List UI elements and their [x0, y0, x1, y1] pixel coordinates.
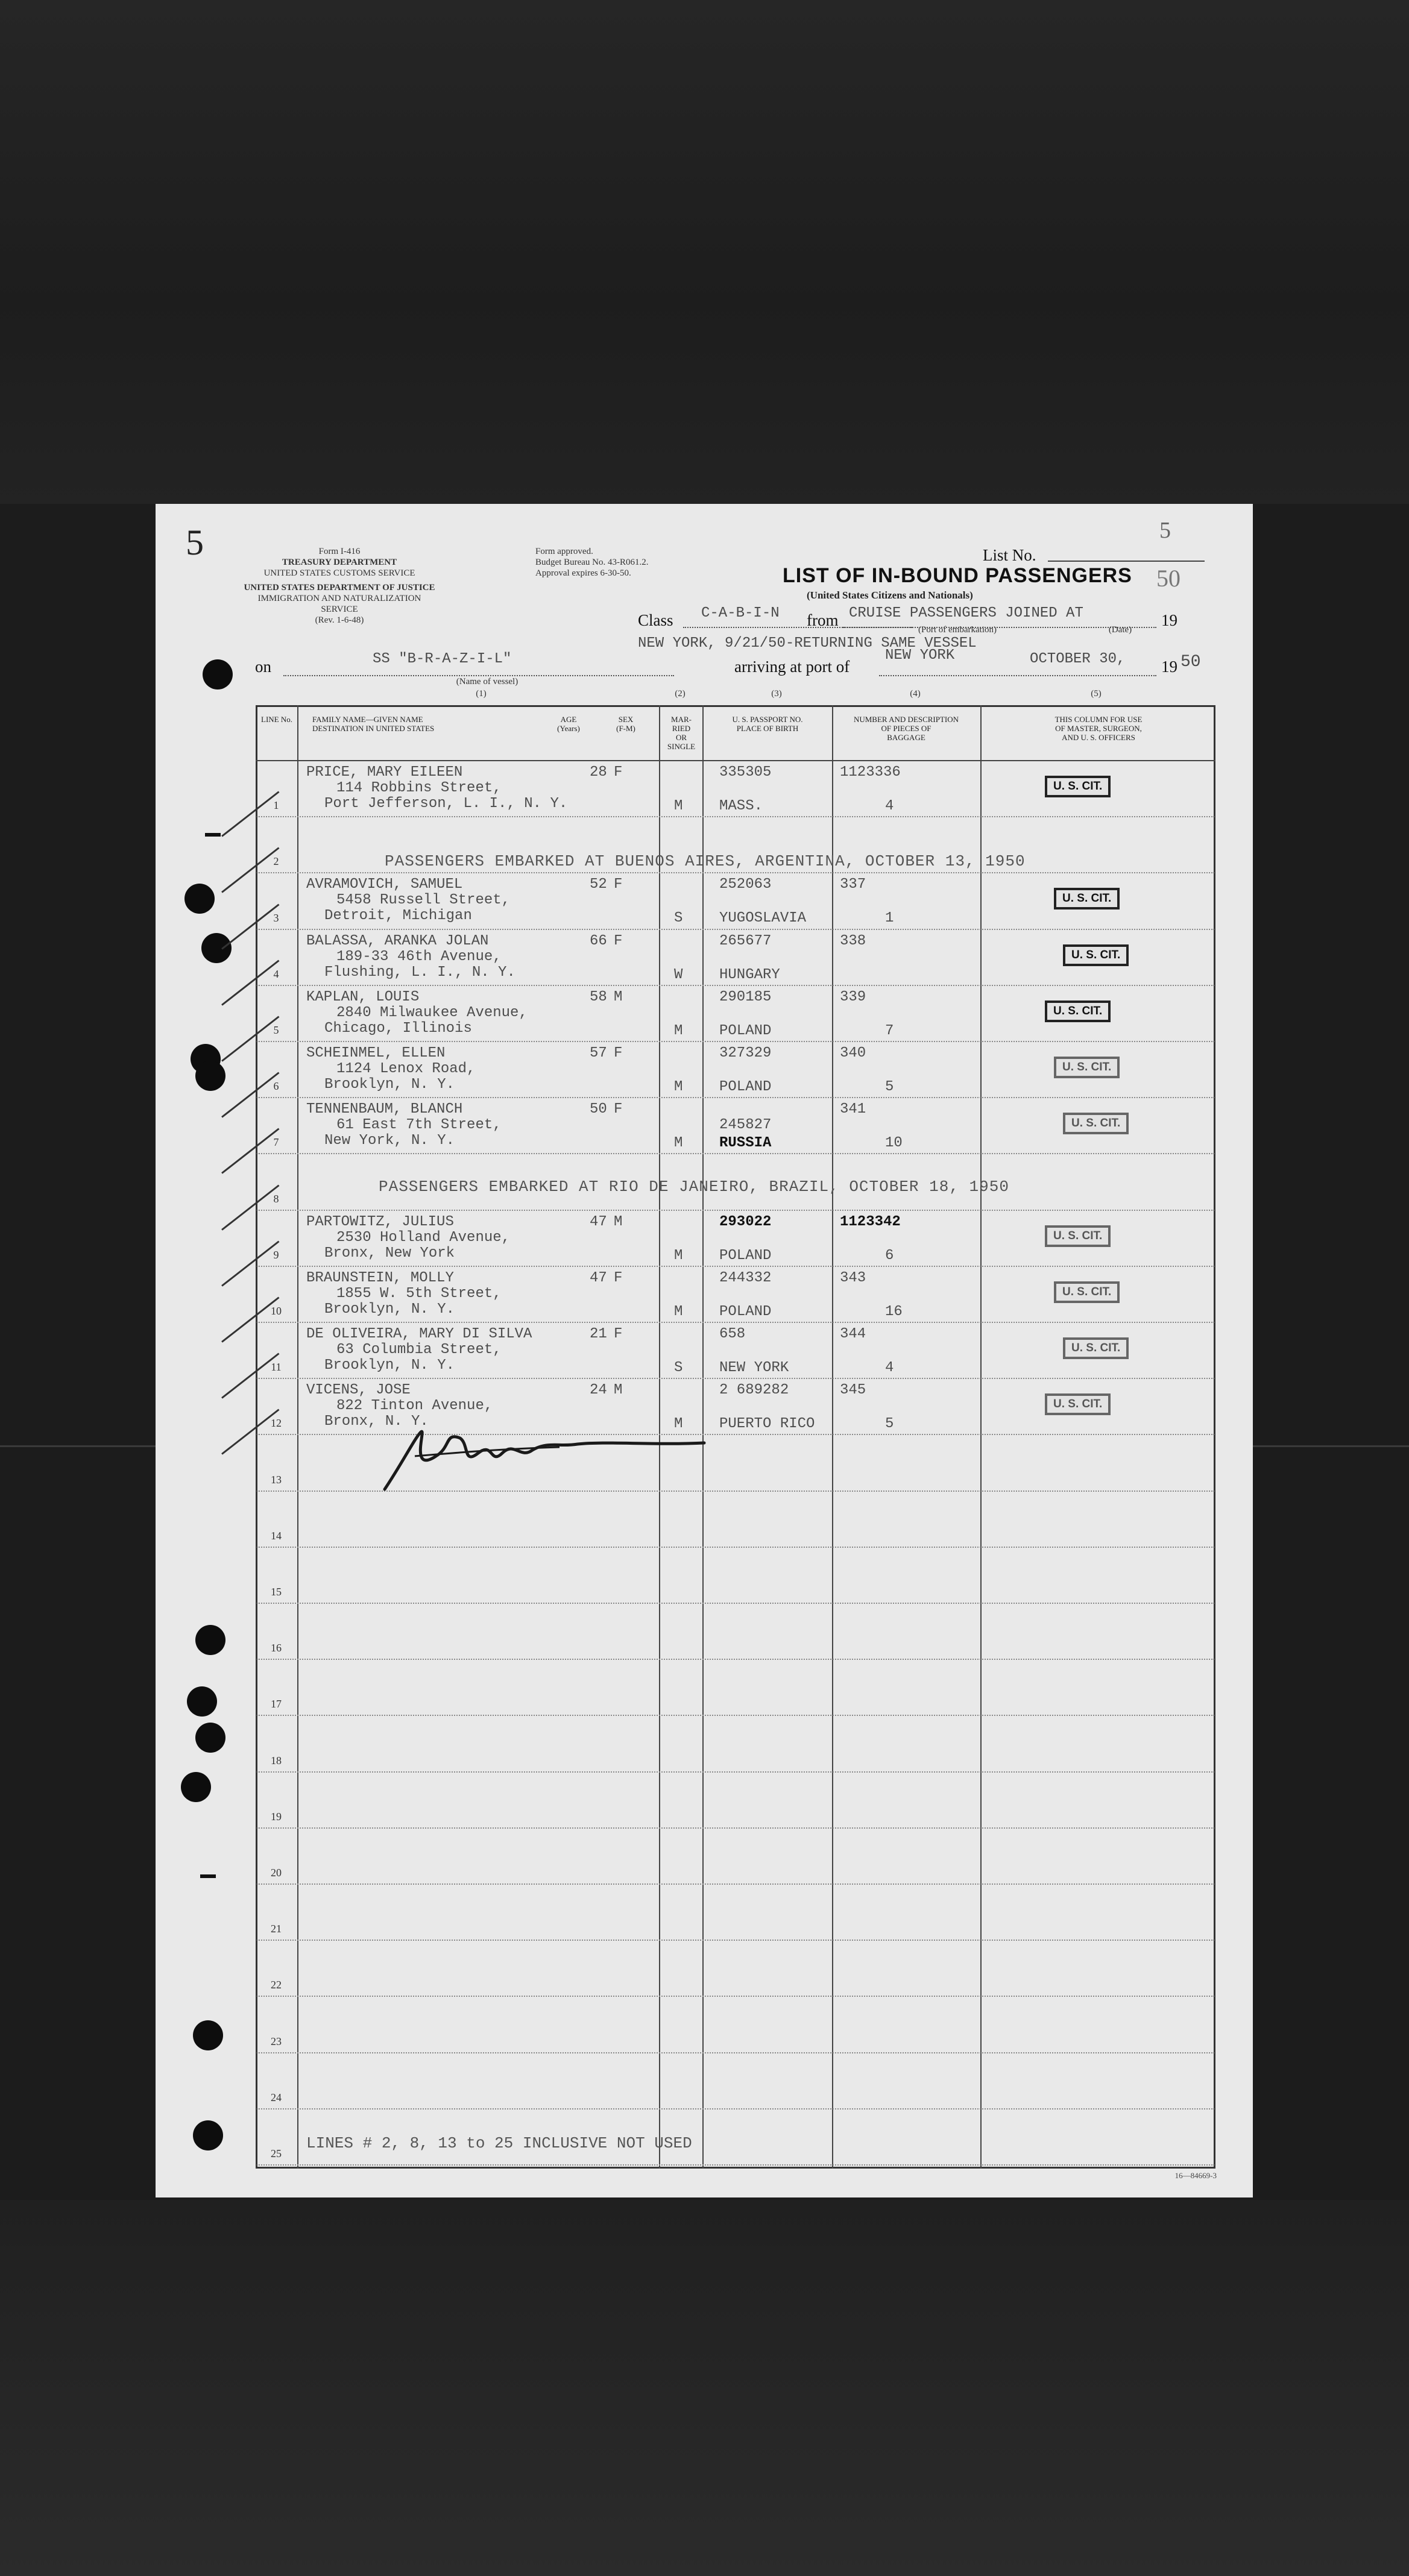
line-number: 6: [273, 1080, 279, 1093]
passenger-name: AVRAMOVICH, SAMUEL: [306, 876, 463, 893]
baggage-number: 340: [840, 1045, 866, 1061]
arrival-year-prefix: 19: [1161, 658, 1177, 676]
handwritten-sheet-number: 5: [186, 523, 204, 562]
line-number: 15: [271, 1586, 282, 1598]
list-no-value: 50: [1156, 565, 1180, 592]
place-of-birth: HUNGARY: [719, 966, 780, 983]
address-line-2: New York, N. Y.: [324, 1132, 455, 1149]
from-value-continued: NEW YORK, 9/21/50-RETURNING SAME VESSEL: [638, 635, 977, 652]
unused-lines-note: LINES # 2, 8, 13 to 25 INCLUSIVE NOT USED: [306, 2134, 692, 2152]
binder-hole: [184, 884, 215, 914]
passenger-name: DE OLIVEIRA, MARY DI SILVA: [306, 1326, 532, 1342]
passenger-name: SCHEINMEL, ELLEN: [306, 1045, 446, 1061]
baggage-number: 337: [840, 876, 866, 893]
line-number: 22: [271, 1979, 282, 1991]
baggage-number: 338: [840, 932, 866, 949]
passenger-name: BRAUNSTEIN, MOLLY: [306, 1269, 454, 1286]
passport-number: 293022: [719, 1213, 772, 1230]
col-header-sex: SEX (F-M): [616, 715, 635, 733]
baggage-pieces: 1: [885, 910, 894, 927]
address-line-1: 822 Tinton Avenue,: [336, 1398, 493, 1415]
passenger-name: VICENS, JOSE: [306, 1382, 411, 1399]
age: 47: [590, 1269, 607, 1286]
line-number: 3: [273, 911, 279, 924]
approval-expiry: Approval expires 6-30-50.: [535, 568, 631, 578]
address-line-2: Bronx, N. Y.: [324, 1413, 429, 1430]
passport-number: 2 689282: [719, 1382, 789, 1399]
row-rule: [257, 1210, 1214, 1211]
us-citizen-stamp: U. S. CIT.: [1063, 944, 1129, 966]
vessel-caption: (Name of vessel): [456, 677, 519, 686]
customs-service: UNITED STATES CUSTOMS SERVICE: [263, 568, 415, 578]
signature: [379, 1420, 752, 1498]
port-embark-caption: (Port of embarkation): [918, 625, 997, 635]
baggage-number: 343: [840, 1269, 866, 1286]
row-rule: [257, 1715, 1214, 1716]
address-line-2: Port Jefferson, L. I., N. Y.: [324, 796, 568, 812]
arrival-year: 50: [1180, 653, 1201, 671]
treasury-department: TREASURY DEPARTMENT: [282, 558, 397, 567]
arrival-date: OCTOBER 30,: [1030, 651, 1126, 667]
address-line-1: 61 East 7th Street,: [336, 1117, 502, 1134]
address-line-1: 2840 Milwaukee Avenue,: [336, 1004, 528, 1021]
baggage-pieces: 6: [885, 1247, 894, 1264]
row-rule: [257, 2108, 1214, 2109]
binder-hole: [193, 2120, 223, 2150]
place-of-birth: POLAND: [719, 1247, 772, 1264]
sex: F: [614, 932, 623, 949]
marital-status: W: [674, 966, 683, 983]
on-label: on: [255, 658, 271, 676]
header-rule: [256, 760, 1215, 761]
line-number: 8: [273, 1192, 279, 1205]
baggage-pieces: 5: [885, 1416, 894, 1433]
row-rule: [257, 872, 1214, 873]
row-rule: [257, 985, 1214, 986]
budget-approval-block: [535, 546, 716, 579]
port-underline: [879, 675, 1156, 676]
line-number: 21: [271, 1923, 282, 1935]
baggage-number: 345: [840, 1382, 866, 1399]
passport-number: 327329: [719, 1045, 772, 1061]
row-rule: [257, 1996, 1214, 1997]
line-number: 24: [271, 2091, 282, 2103]
row-rule: [257, 1153, 1214, 1154]
year-prefix: 19: [1161, 611, 1177, 629]
place-of-birth: YUGOSLAVIA: [719, 910, 807, 927]
marital-status: M: [674, 1022, 683, 1039]
col-header-baggage: NUMBER AND DESCRIPTION OF PIECES OF BAGGAGE: [853, 715, 959, 742]
sex: F: [614, 1045, 623, 1061]
sex: M: [614, 988, 623, 1005]
col-header-line-no: LINE No.: [261, 715, 292, 724]
line-number: 17: [271, 1698, 282, 1711]
address-line-1: 189-33 46th Avenue,: [336, 948, 502, 965]
address-line-2: Bronx, New York: [324, 1245, 455, 1261]
line-number: 11: [271, 1361, 282, 1374]
us-citizen-stamp: U. S. CIT.: [1045, 1225, 1111, 1247]
passenger-name: PRICE, MARY EILEEN: [306, 764, 463, 781]
col-num-3: (3): [771, 689, 782, 699]
baggage-pieces: 4: [885, 798, 894, 814]
col-header-age: AGE (Years): [557, 715, 580, 733]
address-line-1: 114 Robbins Street,: [336, 780, 502, 796]
address-line-1: 1855 W. 5th Street,: [336, 1285, 502, 1302]
us-citizen-stamp: U. S. CIT.: [1054, 888, 1120, 909]
age: 21: [590, 1326, 607, 1342]
us-citizen-stamp: U. S. CIT.: [1045, 1393, 1111, 1415]
from-label: from: [807, 611, 839, 629]
line-number: 1: [273, 799, 279, 812]
date-caption: (Date): [1108, 625, 1132, 635]
marital-status: M: [674, 1079, 683, 1095]
address-line-1: 63 Columbia Street,: [336, 1342, 502, 1358]
line-number: 16: [271, 1642, 282, 1654]
us-citizen-stamp: U. S. CIT.: [1045, 1001, 1111, 1022]
list-no-label: List No.: [983, 546, 1036, 564]
class-value: C-A-B-I-N: [701, 605, 780, 621]
col-num-1: (1): [476, 689, 487, 699]
row-rule: [257, 1659, 1214, 1660]
line-number: 14: [271, 1529, 282, 1542]
col-header-officer-use: THIS COLUMN FOR USE OF MASTER, SURGEON, AND U. S. OFFICERS: [1054, 715, 1143, 742]
place-of-birth: RUSSIA: [719, 1135, 772, 1152]
line-number: 10: [271, 1305, 282, 1317]
form-number: Form I-416: [318, 547, 361, 556]
passport-number: 658: [719, 1326, 746, 1342]
line-number: 13: [271, 1473, 282, 1486]
passport-number: 335305: [719, 764, 772, 781]
corner-page-number: 5: [1159, 518, 1171, 543]
passport-number: 244332: [719, 1269, 772, 1286]
us-citizen-stamp: U. S. CIT.: [1063, 1113, 1129, 1134]
print-code: 16—84669-3: [1174, 2171, 1217, 2180]
us-citizen-stamp: U. S. CIT.: [1054, 1057, 1120, 1078]
col-header-married: MAR- RIED OR SINGLE: [667, 715, 696, 751]
age: 24: [590, 1382, 607, 1399]
us-citizen-stamp: U. S. CIT.: [1045, 776, 1111, 797]
baggage-pieces: 16: [885, 1303, 903, 1320]
baggage-pieces: 4: [885, 1360, 894, 1376]
binder-hole: [201, 933, 232, 963]
line-number: 25: [271, 2147, 282, 2160]
marital-status: S: [674, 1360, 683, 1376]
col-header-name: FAMILY NAME—GIVEN NAME DESTINATION IN UNITED STATES: [312, 715, 435, 733]
section-heading-buenos-aires: PASSENGERS EMBARKED AT BUENOS AIRES, ARGENTINA, OCTOBER 13, 1950: [385, 852, 1026, 870]
form-agency-block: [240, 546, 439, 626]
binder-hole: [195, 1625, 225, 1655]
passenger-name: KAPLAN, LOUIS: [306, 988, 420, 1005]
line-number: 2: [273, 855, 279, 868]
from-value: CRUISE PASSENGERS JOINED AT: [849, 605, 1083, 621]
baggage-pieces: 10: [885, 1135, 903, 1152]
arriving-label: arriving at port of: [734, 658, 850, 676]
address-line-2: Brooklyn, N. Y.: [324, 1076, 455, 1093]
marital-status: M: [674, 1135, 683, 1152]
address-line-2: Brooklyn, N. Y.: [324, 1357, 455, 1374]
baggage-number: 1123336: [840, 764, 901, 781]
passenger-name: PARTOWITZ, JULIUS: [306, 1213, 454, 1230]
row-rule: [257, 1771, 1214, 1773]
age: 47: [590, 1213, 607, 1230]
binder-hole: [195, 1061, 225, 1091]
place-of-birth: NEW YORK: [719, 1360, 789, 1376]
sex: F: [614, 1101, 623, 1118]
vessel-name: SS "B-R-A-Z-I-L": [373, 651, 512, 667]
row-rule: [257, 1378, 1214, 1379]
sex: M: [614, 1382, 623, 1399]
col-num-5: (5): [1091, 689, 1102, 699]
line-number: 19: [271, 1810, 282, 1823]
address-line-1: 2530 Holland Avenue,: [336, 1229, 511, 1246]
place-of-birth: POLAND: [719, 1303, 772, 1320]
col-num-2: (2): [675, 689, 686, 699]
col-divider: [832, 705, 833, 2169]
scan-background-top: [0, 0, 1409, 504]
budget-number: Budget Bureau No. 43-R061.2.: [535, 558, 649, 567]
sex: F: [614, 764, 623, 781]
page-title: LIST OF IN-BOUND PASSENGERS: [783, 564, 1132, 587]
marital-status: M: [674, 1416, 683, 1433]
row-rule: [257, 1266, 1214, 1267]
place-of-birth: PUERTO RICO: [719, 1416, 815, 1433]
baggage-pieces: 5: [885, 1079, 894, 1095]
us-citizen-stamp: U. S. CIT.: [1063, 1337, 1129, 1359]
passport-number: 245827: [719, 1117, 772, 1134]
baggage-pieces: 7: [885, 1022, 894, 1039]
binder-hole: [195, 1723, 225, 1753]
marital-status: S: [674, 910, 683, 927]
line-number: 9: [273, 1248, 279, 1261]
form-approved: Form approved.: [535, 547, 593, 556]
row-rule: [257, 1097, 1214, 1098]
form-revision: (Rev. 1-6-48): [315, 615, 364, 625]
age: 57: [590, 1045, 607, 1061]
passport-number: 290185: [719, 988, 772, 1005]
place-of-birth: POLAND: [719, 1022, 772, 1039]
margin-mark: [200, 1874, 216, 1878]
passenger-name: TENNENBAUM, BLANCH: [306, 1101, 463, 1118]
passport-number: 252063: [719, 876, 772, 893]
baggage-number: 339: [840, 988, 866, 1005]
row-rule: [257, 1547, 1214, 1548]
address-line-2: Flushing, L. I., N. Y.: [324, 964, 515, 981]
row-rule: [257, 929, 1214, 930]
passenger-manifest-page: [156, 504, 1253, 2197]
sex: F: [614, 876, 623, 893]
line-number: 18: [271, 1754, 282, 1767]
passenger-name: BALASSA, ARANKA JOLAN: [306, 932, 489, 949]
marital-status: M: [674, 1247, 683, 1264]
row-rule: [257, 1322, 1214, 1323]
age: 52: [590, 876, 607, 893]
row-rule: [257, 1041, 1214, 1042]
arrival-port: NEW YORK: [885, 647, 955, 664]
baggage-number: 344: [840, 1326, 866, 1342]
sex: F: [614, 1326, 623, 1342]
line-number: 7: [273, 1136, 279, 1149]
sex: M: [614, 1213, 623, 1230]
line-number: 23: [271, 2035, 282, 2047]
row-rule: [257, 1827, 1214, 1829]
scan-background-bottom: [0, 2200, 1409, 2576]
marital-status: M: [674, 1303, 683, 1320]
us-citizen-stamp: U. S. CIT.: [1054, 1281, 1120, 1303]
row-rule: [257, 2164, 1214, 2166]
age: 58: [590, 988, 607, 1005]
address-line-1: 1124 Lenox Road,: [336, 1061, 476, 1077]
baggage-number: 341: [840, 1101, 866, 1118]
col-header-passport: U. S. PASSPORT NO. PLACE OF BIRTH: [732, 715, 803, 733]
col-divider: [980, 705, 982, 2169]
place-of-birth: MASS.: [719, 798, 763, 814]
immigration-service: IMMIGRATION AND NATURALIZATION SERVICE: [257, 594, 421, 614]
list-no-underline: [1048, 561, 1205, 562]
row-rule: [257, 1603, 1214, 1604]
justice-department: UNITED STATES DEPARTMENT OF JUSTICE: [244, 583, 435, 592]
age: 28: [590, 764, 607, 781]
address-line-2: Chicago, Illinois: [324, 1020, 472, 1037]
sex: F: [614, 1269, 623, 1286]
col-num-4: (4): [910, 689, 921, 699]
age: 50: [590, 1101, 607, 1118]
line-number: 12: [271, 1417, 282, 1430]
binder-hole: [187, 1686, 217, 1717]
row-rule: [257, 1940, 1214, 1941]
binder-hole: [181, 1772, 211, 1802]
baggage-number: 1123342: [840, 1213, 901, 1230]
binder-hole: [193, 2020, 223, 2050]
binder-hole: [203, 659, 233, 690]
line-number: 4: [273, 967, 279, 980]
address-line-2: Detroit, Michigan: [324, 908, 472, 925]
line-number: 20: [271, 1867, 282, 1879]
line-number: 5: [273, 1024, 279, 1036]
row-rule: [257, 2052, 1214, 2053]
age: 66: [590, 932, 607, 949]
margin-mark: [205, 833, 221, 837]
row-rule: [257, 816, 1214, 817]
passport-number: 265677: [719, 932, 772, 949]
page-subtitle: (United States Citizens and Nationals): [807, 589, 973, 601]
place-of-birth: POLAND: [719, 1079, 772, 1095]
section-heading-rio-de-janeiro: PASSENGERS EMBARKED AT RIO DE JANEIRO, BRAZIL, OCTOBER 18, 1950: [379, 1178, 1009, 1196]
row-rule: [257, 1883, 1214, 1885]
class-label: Class: [638, 611, 673, 629]
marital-status: M: [674, 798, 683, 814]
col-divider: [297, 705, 298, 2169]
address-line-2: Brooklyn, N. Y.: [324, 1301, 455, 1318]
address-line-1: 5458 Russell Street,: [336, 892, 511, 909]
